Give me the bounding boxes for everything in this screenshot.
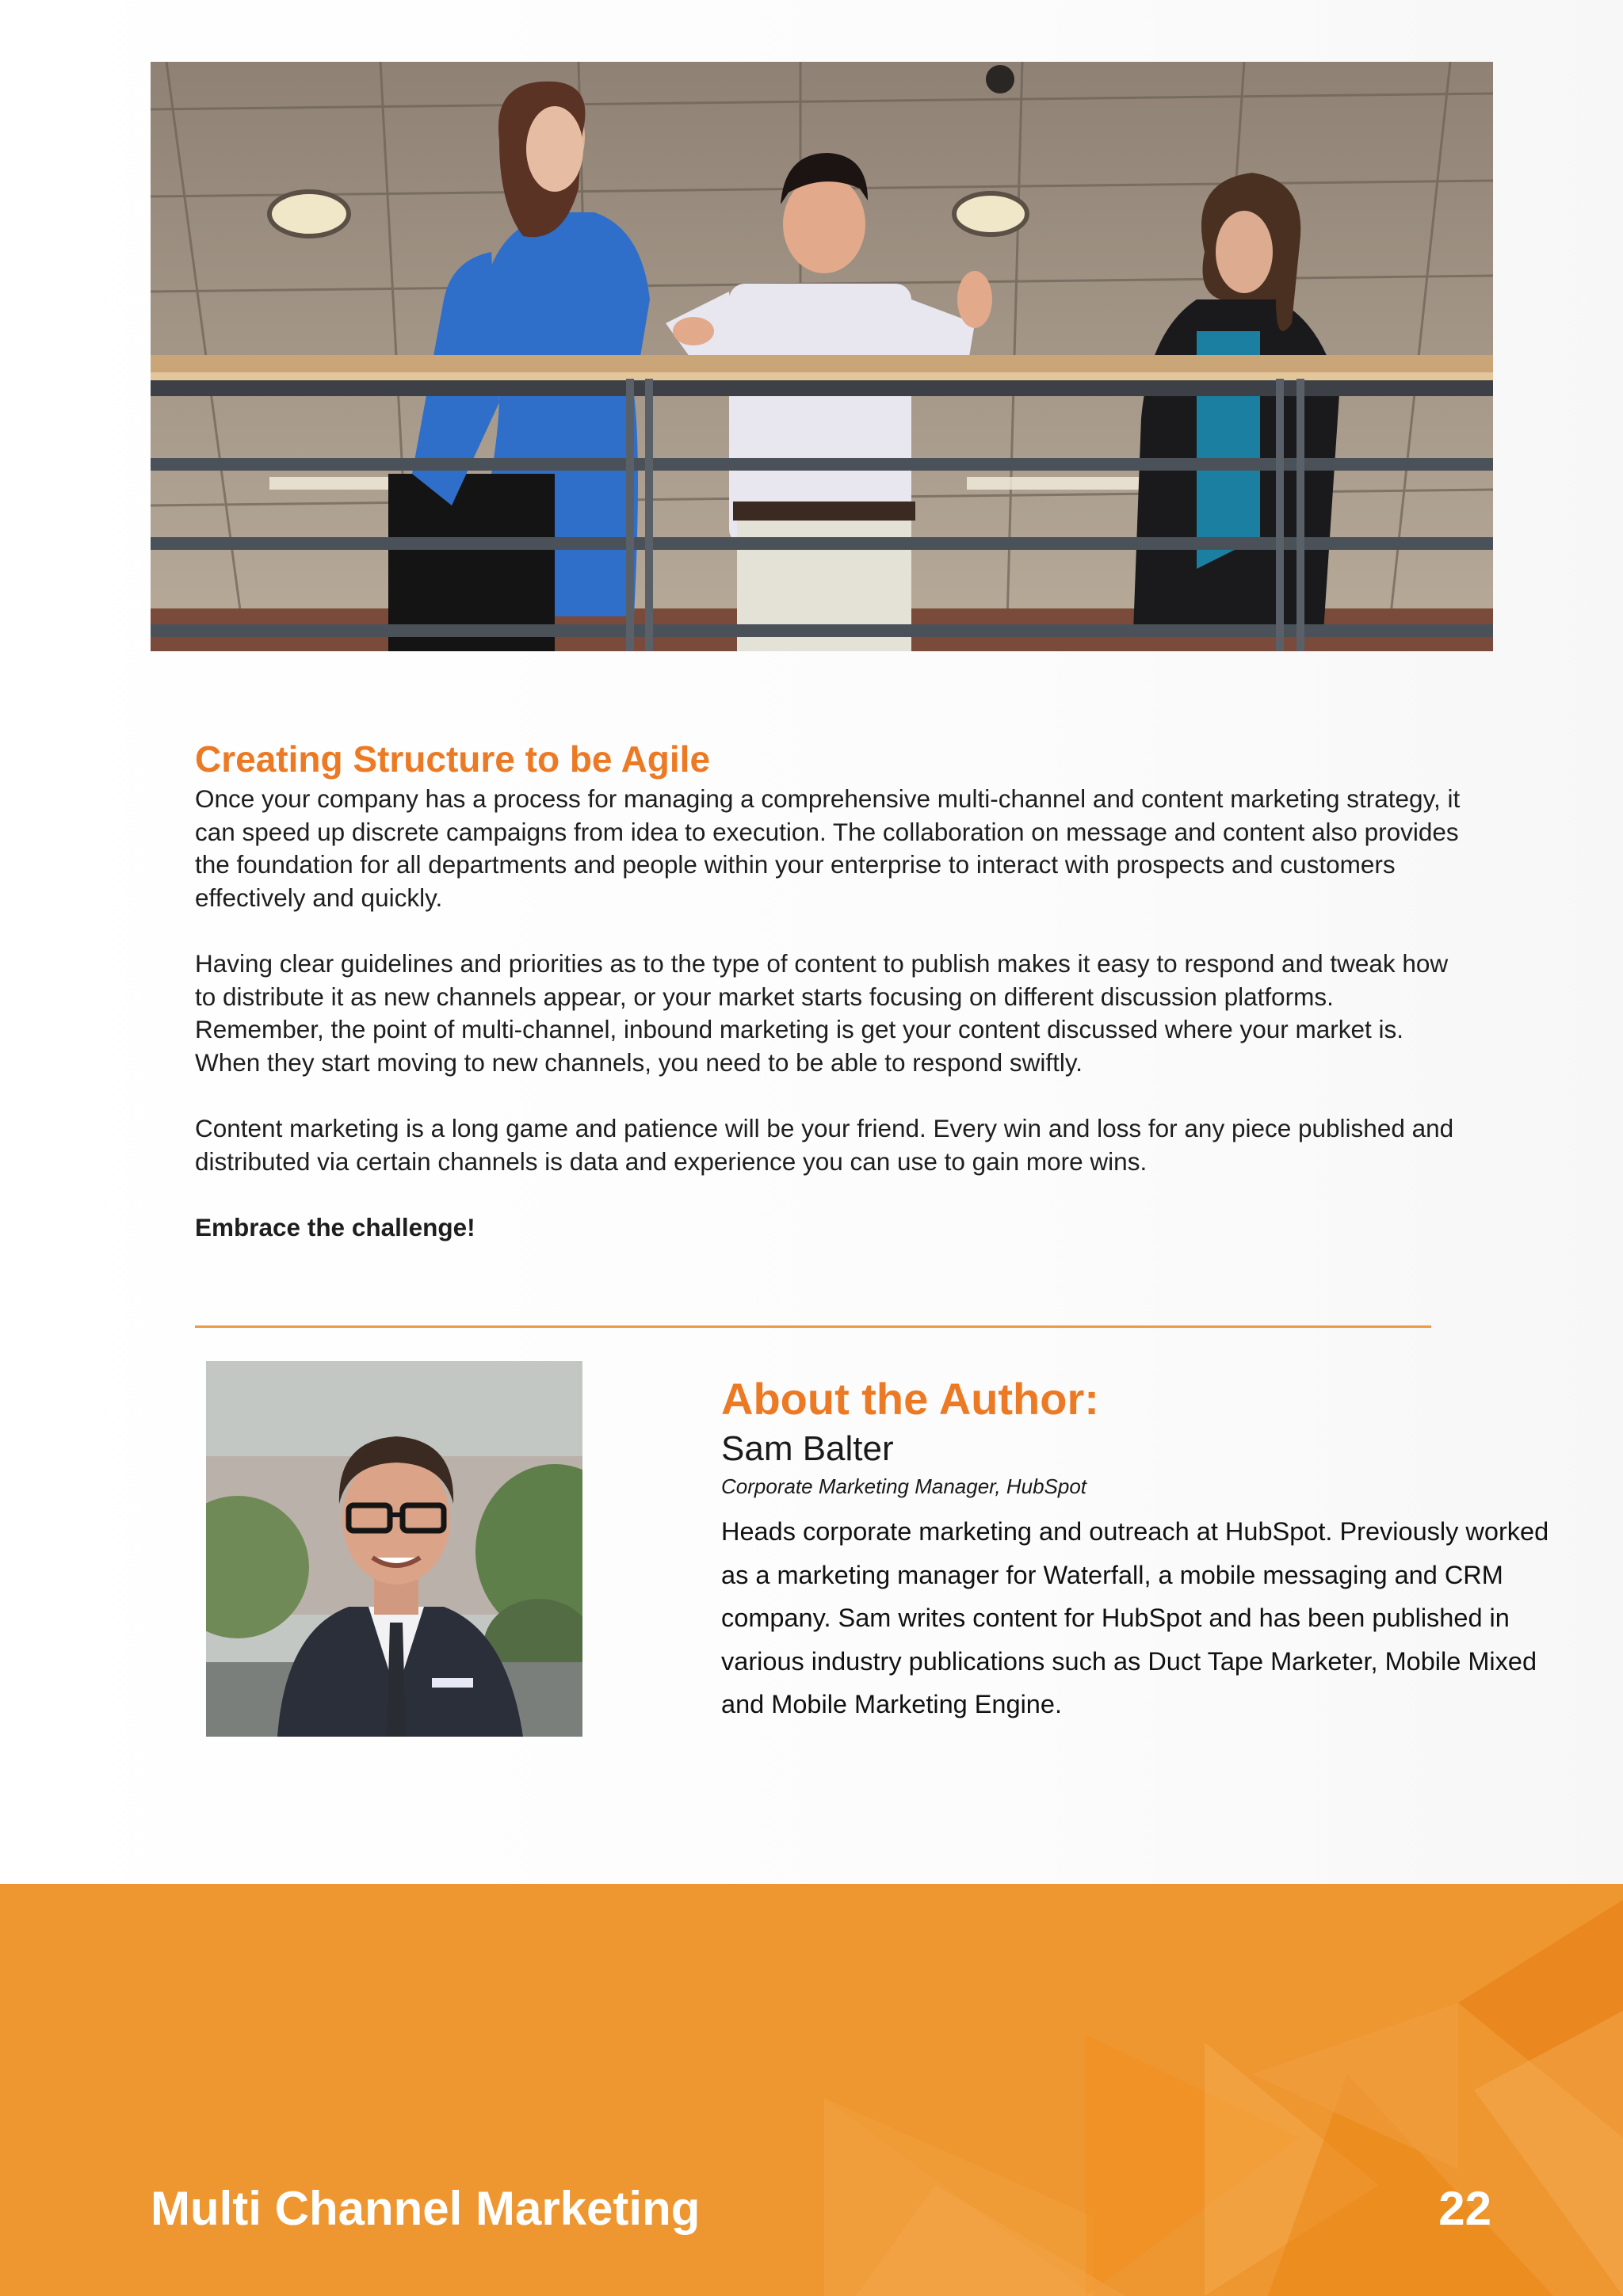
page-number: 22 xyxy=(1438,2182,1491,2235)
section-divider xyxy=(195,1325,1431,1328)
footer-title: Multi Channel Marketing xyxy=(151,2182,701,2235)
article-closing: Embrace the challenge! xyxy=(195,1213,475,1241)
author-name: Sam Balter xyxy=(721,1429,894,1468)
footer-band xyxy=(0,1884,1623,2296)
article-section xyxy=(195,735,1463,1278)
article-paragraph-3: Content marketing is a long game and patience will be your friend. Every win and loss for any piece published and distributed via certain channels is data and experience you can use to gain more wins. xyxy=(195,1114,1454,1176)
article-heading: Creating Structure to be Agile xyxy=(195,738,711,780)
article-paragraph-2: Having clear guidelines and priorities as to the type of content to publish makes it easy to respond and tweak how to distribute it as new channels appear, or your market starts focusing on different discussion platforms. Remember, the point of multi-channel, inbound marketing is get your content discussed where your market is. When they start moving to new channels, you need to be able to respond swiftly. xyxy=(195,949,1449,1077)
hero-photo xyxy=(151,62,1493,651)
author-bio: Heads corporate marketing and outreach at HubSpot. Previously worked as a marketing manager for Waterfall, a mobile messaging and CRM company. Sam writes content for HubSpot and has been published in various industry publications such as Duct Tape Marketer, Mobile Mixed and Mobile Marketing Engine. xyxy=(721,1517,1549,1718)
author-section xyxy=(721,1371,1577,1726)
author-heading: About the Author: xyxy=(721,1374,1099,1424)
article-paragraph-1: Once your company has a process for managing a comprehensive multi-channel and content marketing strategy, it can speed up discrete campaigns from idea to execution. The collaboration on message and content also provides the foundation for all departments and people within your enterprise to interact with prospects and customers effectively and quickly. xyxy=(195,784,1461,912)
author-photo xyxy=(206,1361,582,1737)
author-role: Corporate Marketing Manager, HubSpot xyxy=(721,1474,1087,1498)
